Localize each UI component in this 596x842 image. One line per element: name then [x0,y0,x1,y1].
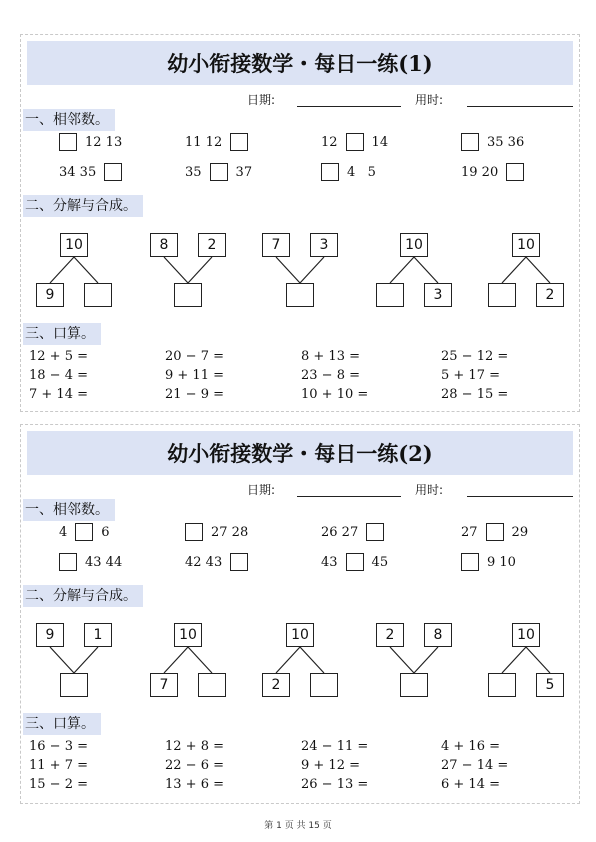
number-bond-merge [147,227,229,309]
bond-answer-box[interactable] [310,673,338,697]
neighbor-item [321,522,384,542]
answer-box[interactable] [185,523,203,541]
answer-box[interactable] [210,163,228,181]
answer-box[interactable] [321,163,339,181]
bond-line [164,257,188,283]
equation: 9 + 12 = [301,758,360,773]
exercise-sheet-1 [20,34,580,412]
neighbor-number: 42 43 [185,554,223,570]
neighbor-number: 27 28 [211,524,249,540]
bond-line [414,647,438,673]
bond-line [276,257,300,283]
bond-number-box: 2 [536,283,564,307]
equation: 12 + 8 = [165,739,224,754]
answer-box[interactable] [230,133,248,151]
answer-box[interactable] [230,553,248,571]
neighbor-number: 26 27 [321,524,359,540]
bond-number-box: 10 [512,623,540,647]
bond-answer-box[interactable] [198,673,226,697]
number-bond-split [485,227,567,309]
number-bond-merge [33,617,115,699]
page-footer: 第 1 页 共 15 页 [264,821,332,831]
number-bond-split [259,617,341,699]
bond-number-box: 10 [174,623,202,647]
bond-answer-box[interactable] [60,673,88,697]
equation: 9 + 11 = [165,368,224,383]
answer-box[interactable] [366,523,384,541]
bond-number-box: 9 [36,623,64,647]
neighbor-number: 27 [461,524,478,540]
bond-line [164,647,188,673]
equation: 6 + 14 = [441,777,500,792]
bond-answer-box[interactable] [488,283,516,307]
number-bond-merge [373,617,455,699]
equation: 11 + 7 = [29,758,88,773]
neighbor-item [185,132,248,152]
equation: 28 − 15 = [441,387,509,402]
neighbor-number: 35 36 [487,134,525,150]
bond-answer-box[interactable] [400,673,428,697]
neighbor-number: 19 20 [461,164,499,180]
date-field[interactable] [297,106,401,107]
answer-box[interactable] [346,553,364,571]
equation: 7 + 14 = [29,387,88,402]
bond-answer-box[interactable] [84,283,112,307]
section-header-neighbors: 一、相邻数。 [23,109,115,131]
bond-answer-box[interactable] [488,673,516,697]
neighbor-number: 34 35 [59,164,97,180]
bond-answer-box[interactable] [376,283,404,307]
answer-box[interactable] [461,553,479,571]
neighbor-item [59,162,122,182]
answer-box[interactable] [346,133,364,151]
equation: 21 − 9 = [165,387,224,402]
bond-answer-box[interactable] [174,283,202,307]
equation: 16 − 3 = [29,739,88,754]
bond-line [414,257,438,283]
bond-line [188,257,212,283]
section-header-neighbors: 一、相邻数。 [23,499,115,521]
number-bond-split [373,227,455,309]
number-bond-split [485,617,567,699]
bond-line [502,257,526,283]
bond-line [526,647,550,673]
equation: 24 − 11 = [301,739,369,754]
neighbor-item [461,132,524,152]
bond-line [74,257,98,283]
bond-number-box: 3 [424,283,452,307]
bond-number-box: 10 [512,233,540,257]
exercise-sheet-2 [20,424,580,804]
equation: 10 + 10 = [301,387,369,402]
neighbor-item [59,522,110,542]
bond-line [50,257,74,283]
date-field[interactable] [297,496,401,497]
sheet-title: 幼小衔接数学・每日一练(1) [27,41,573,85]
neighbor-number: 45 [371,554,389,570]
equation: 22 − 6 = [165,758,224,773]
neighbor-item [321,132,388,152]
number-bond-merge [259,227,341,309]
neighbor-item [59,132,122,152]
equation: 23 − 8 = [301,368,360,383]
neighbor-number: 14 [371,134,389,150]
bond-number-box: 1 [84,623,112,647]
bond-line [300,647,324,673]
answer-box[interactable] [59,553,77,571]
bond-number-box: 2 [262,673,290,697]
bond-line [390,257,414,283]
answer-box[interactable] [461,133,479,151]
meta-row [21,481,579,499]
equation: 5 + 17 = [441,368,500,383]
bond-number-box: 9 [36,283,64,307]
neighbor-number: 37 [235,164,253,180]
equation: 12 + 5 = [29,349,88,364]
equation: 13 + 6 = [165,777,224,792]
neighbor-number: 4 [59,524,68,540]
neighbor-item [185,162,252,182]
bond-number-box: 2 [198,233,226,257]
neighbor-number: 35 [185,164,202,180]
time-field[interactable] [467,496,573,497]
neighbor-item [461,162,524,182]
number-bond-split [147,617,229,699]
bond-answer-box[interactable] [286,283,314,307]
neighbor-item [59,552,122,572]
answer-box[interactable] [104,163,122,181]
meta-row [21,91,579,109]
time-label: 用时: [415,483,444,497]
time-field[interactable] [467,106,573,107]
neighbor-number: 6 [101,524,110,540]
neighbor-number: 43 [321,554,338,570]
bond-number-box: 10 [400,233,428,257]
bond-number-box: 8 [150,233,178,257]
neighbor-item [321,162,376,182]
neighbor-item [185,552,248,572]
date-label: 日期: [247,93,276,107]
equation: 15 − 2 = [29,777,88,792]
neighbor-item [461,552,516,572]
neighbor-item [461,522,528,542]
neighbor-item [321,552,388,572]
bond-line [74,647,98,673]
bond-line [390,647,414,673]
neighbor-number: 29 [511,524,529,540]
bond-line [50,647,74,673]
neighbor-number: 12 13 [85,134,123,150]
neighbor-number: 12 [321,134,338,150]
section-header-decompose: 二、分解与合成。 [23,195,143,217]
time-label: 用时: [415,93,444,107]
neighbor-number: 4 5 [347,164,376,180]
answer-box[interactable] [59,133,77,151]
neighbor-number: 11 12 [185,134,223,150]
bond-line [502,647,526,673]
equation: 4 + 16 = [441,739,500,754]
bond-number-box: 8 [424,623,452,647]
bond-line [300,257,324,283]
bond-number-box: 7 [150,673,178,697]
answer-box[interactable] [486,523,504,541]
bond-number-box: 5 [536,673,564,697]
bond-line [526,257,550,283]
bond-number-box: 2 [376,623,404,647]
neighbor-item [185,522,248,542]
answer-box[interactable] [506,163,524,181]
answer-box[interactable] [75,523,93,541]
bond-line [188,647,212,673]
section-header-mental: 三、口算。 [23,713,101,735]
bond-number-box: 3 [310,233,338,257]
equation: 8 + 13 = [301,349,360,364]
date-label: 日期: [247,483,276,497]
equation: 27 − 14 = [441,758,509,773]
section-header-mental: 三、口算。 [23,323,101,345]
neighbor-number: 9 10 [487,554,516,570]
equation: 25 − 12 = [441,349,509,364]
equation: 20 − 7 = [165,349,224,364]
bond-number-box: 10 [286,623,314,647]
sheet-title: 幼小衔接数学・每日一练(2) [27,431,573,475]
neighbor-number: 43 44 [85,554,123,570]
number-bond-split [33,227,115,309]
equation: 26 − 13 = [301,777,369,792]
equation: 18 − 4 = [29,368,88,383]
bond-number-box: 10 [60,233,88,257]
bond-number-box: 7 [262,233,290,257]
section-header-decompose: 二、分解与合成。 [23,585,143,607]
bond-line [276,647,300,673]
